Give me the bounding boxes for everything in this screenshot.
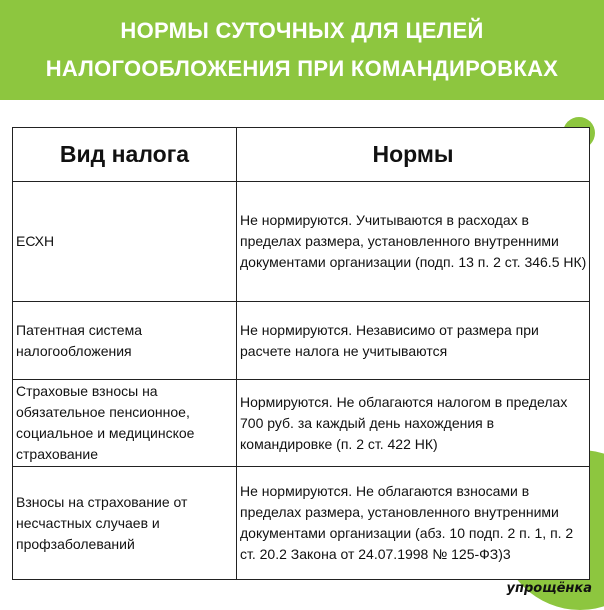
norm-cell: Не нормируются. Не облагаются взносами в пределах размера, установленного внутренними документами организации (абз. 10 подп. 2 п. 1, п. 2 ст. 20.2 Закона от 24.07.1998 № 125-ФЗ)3 (237, 467, 590, 580)
tax-type-cell: Патентная система налогообложения (13, 302, 237, 380)
tax-type-cell: Взносы на страхование от несчастных случаев и профзаболеваний (13, 467, 237, 580)
tax-type-cell: ЕСХН (13, 182, 237, 302)
column-header-norms: Нормы (237, 128, 590, 182)
tax-type-cell: Страховые взносы на обязательное пенсионное, социальное и медицинское страхование (13, 380, 237, 467)
table-row (13, 380, 590, 467)
norm-cell: Не нормируются. Независимо от размера при расчете налога не учитываются (237, 302, 590, 380)
header-banner (0, 0, 604, 100)
norm-cell: Не нормируются. Учитываются в расходах в пределах размера, установленного внутренними документами организации (подп. 13 п. 2 ст. 346.5 НК) (237, 182, 590, 302)
table-header-row (13, 128, 590, 182)
page-title-line-1: НОРМЫ СУТОЧНЫХ ДЛЯ ЦЕЛЕЙ (120, 18, 484, 43)
norms-table (12, 127, 590, 580)
table-row (13, 302, 590, 380)
column-header-tax-type: Вид налога (13, 128, 237, 182)
table-row (13, 467, 590, 580)
table-row (13, 182, 590, 302)
norm-cell: Нормируются. Не облагаются налогом в пределах 700 руб. за каждый день нахождения в командировке (п. 2 ст. 422 НК) (237, 380, 590, 467)
page-title-line-2: НАЛОГООБЛОЖЕНИЯ ПРИ КОМАНДИРОВКАХ (45, 56, 559, 81)
brand-logo: упрощёнка (506, 581, 592, 596)
